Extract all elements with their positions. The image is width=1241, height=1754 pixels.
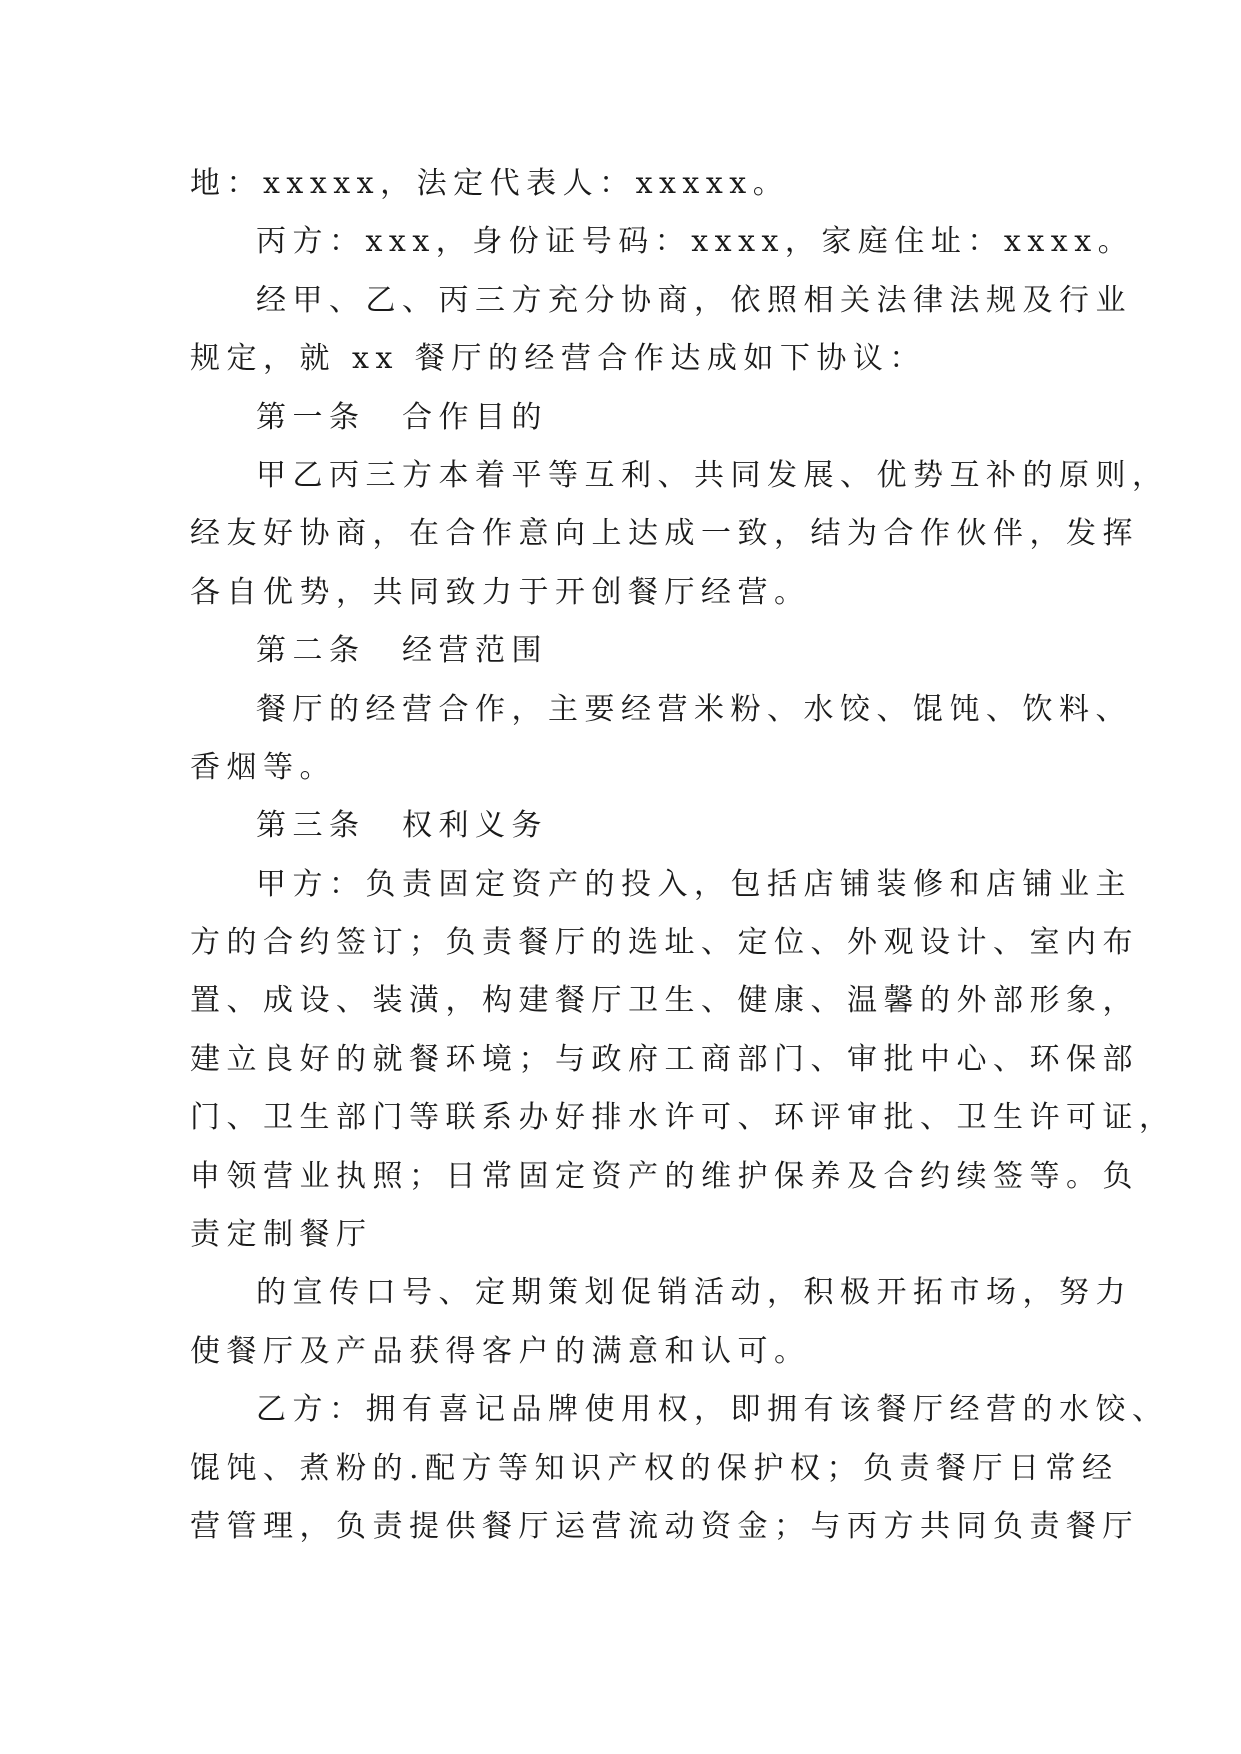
- body-line: 各自优势，共同致力于开创餐厅经营。: [190, 574, 811, 610]
- document-body: [190, 155, 1176, 1556]
- body-line: 丙方：xxx，身份证号码：xxxx，家庭住址：xxxx。: [256, 224, 1135, 260]
- body-line: 香烟等。: [190, 749, 336, 785]
- body-line: 置、成设、装潢，构建餐厅卫生、健康、温馨的外部形象，: [190, 983, 1139, 1019]
- article-heading-3: 第三条 权利义务: [256, 808, 548, 844]
- body-line: 门、卫生部门等联系办好排水许可、环评审批、卫生许可证，: [190, 1100, 1176, 1136]
- body-line: 地：xxxxx，法定代表人：xxxxx。: [190, 166, 790, 201]
- body-line: 经友好协商，在合作意向上达成一致，结为合作伙伴，发挥: [190, 516, 1139, 552]
- body-line: 规定，就 xx 餐厅的经营合作达成如下协议：: [190, 341, 926, 377]
- article-heading-2: 第二条 经营范围: [256, 633, 548, 669]
- body-line: 责定制餐厅: [190, 1217, 373, 1253]
- body-line: 使餐厅及产品获得客户的满意和认可。: [190, 1333, 811, 1369]
- body-line: 乙方：拥有喜记品牌使用权，即拥有该餐厅经营的水饺、: [256, 1392, 1169, 1428]
- body-line: 甲乙丙三方本着平等互利、共同发展、优势互补的原则，: [256, 457, 1169, 493]
- body-line: 申领营业执照；日常固定资产的维护保养及合约续签等。负: [190, 1158, 1139, 1194]
- body-line: 建立良好的就餐环境；与政府工商部门、审批中心、环保部: [190, 1041, 1139, 1077]
- body-line: 经甲、乙、丙三方充分协商，依照相关法律法规及行业: [256, 282, 1132, 318]
- body-line: 的宣传口号、定期策划促销活动，积极开拓市场，努力: [256, 1275, 1132, 1311]
- body-line: 餐厅的经营合作，主要经营米粉、水饺、馄饨、饮料、: [256, 691, 1132, 727]
- body-line: 甲方：负责固定资产的投入，包括店铺装修和店铺业主: [256, 866, 1132, 902]
- body-line: 馄饨、煮粉的.配方等知识产权的保护权；负责餐厅日常经: [190, 1450, 1119, 1486]
- body-line: 方的合约签订；负责餐厅的选址、定位、外观设计、室内布: [190, 925, 1139, 961]
- body-line: 营管理，负责提供餐厅运营流动资金；与丙方共同负责餐厅: [190, 1508, 1139, 1544]
- article-heading-1: 第一条 合作目的: [256, 399, 548, 435]
